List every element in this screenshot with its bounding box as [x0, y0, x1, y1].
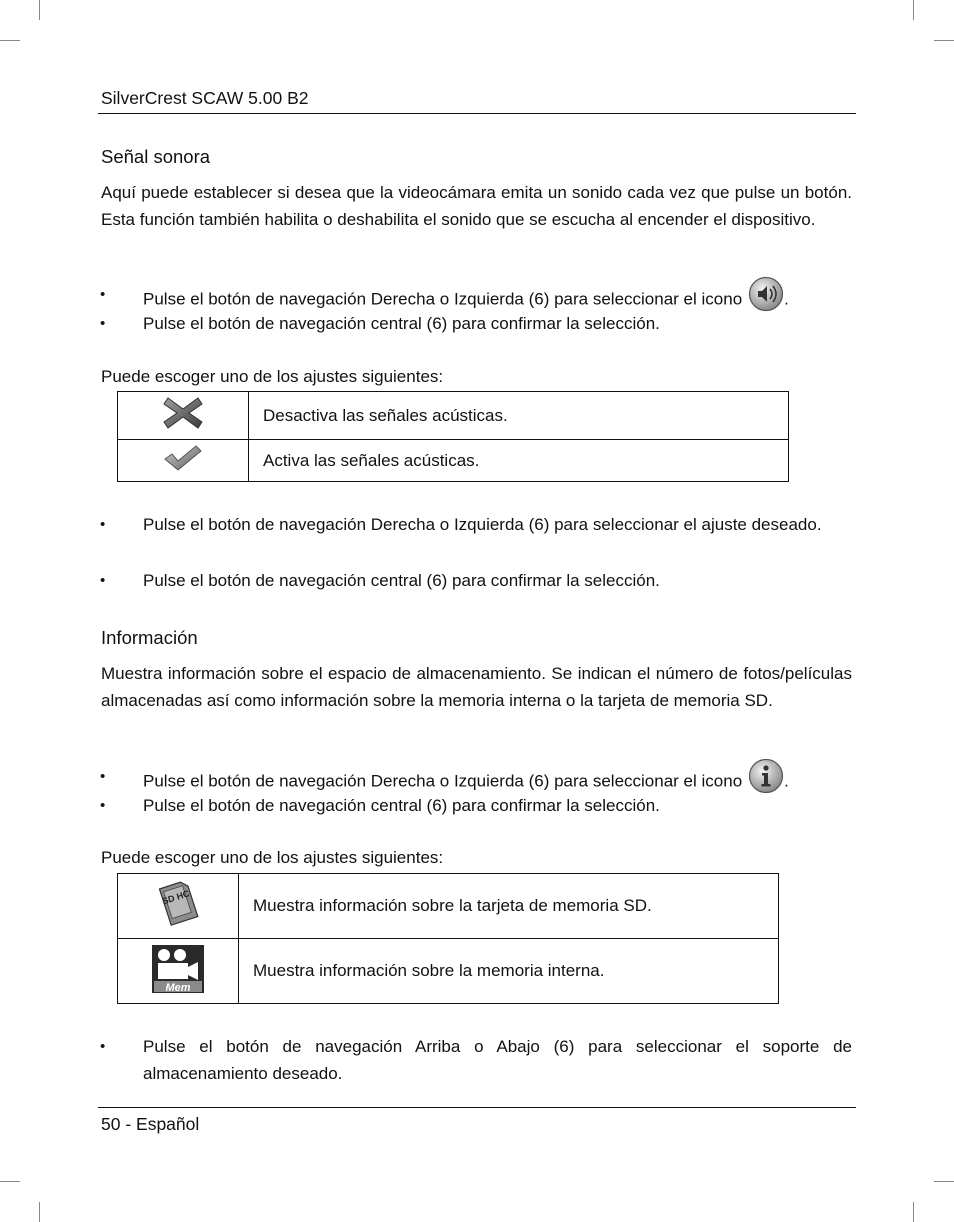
- bullet-text: Pulse el botón de navegación Derecha o Izquierda (6) para seleccionar el icono: [143, 289, 743, 309]
- crop-mark: [39, 1202, 40, 1222]
- speaker-icon: [748, 276, 784, 312]
- bullet-dot: •: [100, 286, 106, 303]
- bullet-dot: •: [100, 797, 106, 814]
- info-paragraph: Muestra información sobre el espacio de almacenamiento. Se indican el número de fotos/películas almacenadas así como información sobre la memoria interna o la tarjeta de memoria SD.: [101, 664, 852, 710]
- list-item: [100, 568, 852, 595]
- option-description: Muestra información sobre la tarjeta de memoria SD.: [239, 874, 779, 939]
- bullet-dot: •: [100, 768, 106, 785]
- checkmark-icon: [162, 443, 204, 473]
- crop-mark: [39, 0, 40, 20]
- crop-mark: [934, 1181, 954, 1182]
- table-row: [118, 440, 789, 482]
- options-intro: Puede escoger uno de los ajustes siguientes:: [101, 848, 444, 867]
- bullet-dot: •: [100, 516, 106, 533]
- bullet-text: Pulse el botón de navegación Derecha o Izquierda (6) para seleccionar el ajuste deseado.: [143, 515, 822, 534]
- options-intro: Puede escoger uno de los ajustes siguientes:: [101, 367, 444, 386]
- crop-mark: [0, 1181, 20, 1182]
- list-item: [100, 1034, 852, 1087]
- bullet-text: Pulse el botón de navegación central (6) para confirmar la selección.: [143, 571, 660, 590]
- table-cell: [118, 874, 239, 939]
- option-description: Activa las señales acústicas.: [249, 440, 789, 482]
- list-item: [100, 793, 852, 820]
- beep-options-table: [117, 391, 789, 482]
- bullet-dot: •: [100, 1038, 106, 1055]
- crop-mark: [0, 40, 20, 41]
- bullet-text: Pulse el botón de navegación central (6) para confirmar la selección.: [143, 314, 660, 333]
- bullet-dot: •: [100, 572, 106, 589]
- crop-mark: [913, 0, 914, 20]
- footer-rule: [98, 1107, 856, 1108]
- sd-card-label: SD HC: [160, 887, 191, 906]
- x-icon: [162, 394, 204, 432]
- bullet-text: Pulse el botón de navegación central (6) para confirmar la selección.: [143, 796, 660, 815]
- table-row: [118, 874, 779, 939]
- list-item: [100, 512, 852, 539]
- document-title: SilverCrest SCAW 5.00 B2: [101, 88, 309, 108]
- beep-paragraph: Aquí puede establecer si desea que la videocámara emita un sonido cada vez que pulse un botón. Esta función también habilita o deshabilita el sonido que se escucha al encender el dispositivo.: [101, 183, 852, 229]
- section-heading-beep: Señal sonora: [101, 146, 211, 167]
- info-options-table: [117, 873, 779, 1004]
- sd-card-icon: [151, 878, 205, 930]
- table-cell: [118, 939, 239, 1004]
- table-cell: [118, 440, 249, 482]
- internal-memory-icon: [150, 943, 206, 995]
- list-item: [100, 311, 852, 338]
- table-cell: [118, 392, 249, 440]
- table-row: [118, 939, 779, 1004]
- section-heading-info: Información: [101, 627, 198, 648]
- option-description: Muestra información sobre la memoria interna.: [239, 939, 779, 1004]
- table-row: [118, 392, 789, 440]
- info-icon: [748, 758, 784, 794]
- option-description: Desactiva las señales acústicas.: [249, 392, 789, 440]
- crop-mark: [913, 1202, 914, 1222]
- bullet-text: Pulse el botón de navegación Arriba o Abajo (6) para seleccionar el soporte de almacenamiento deseado.: [143, 1037, 852, 1083]
- period: .: [784, 289, 789, 309]
- period: .: [784, 771, 789, 791]
- bullet-text: Pulse el botón de navegación Derecha o Izquierda (6) para seleccionar el icono: [143, 771, 743, 791]
- page-number: 50 - Español: [101, 1114, 200, 1134]
- crop-mark: [934, 40, 954, 41]
- bullet-dot: •: [100, 315, 106, 332]
- header-rule: [98, 113, 856, 114]
- mem-label: Mem: [165, 981, 191, 994]
